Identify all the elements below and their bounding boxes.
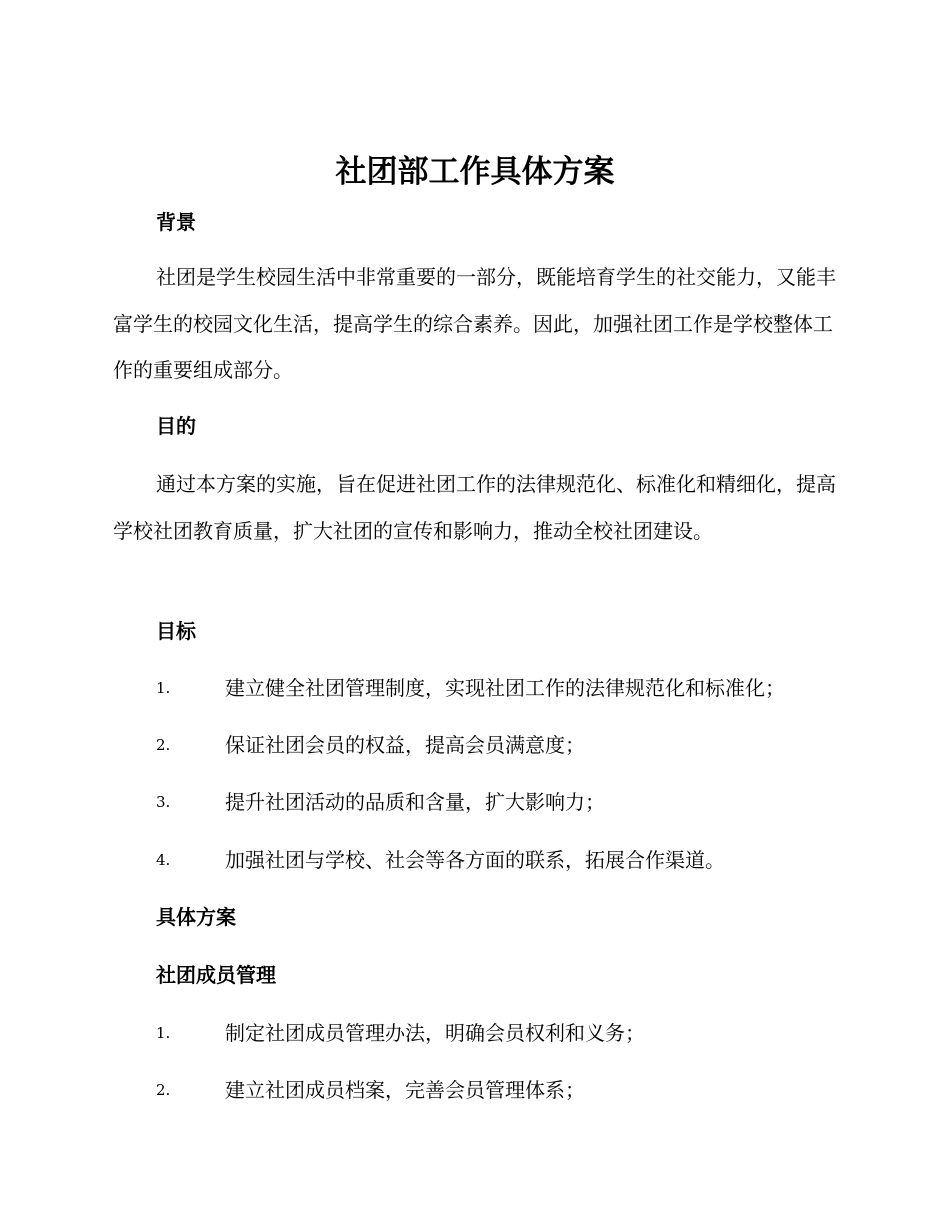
- list-item-number: 3.: [156, 793, 171, 811]
- section-heading-plan: 具体方案: [156, 905, 236, 929]
- list-item-number: 1.: [156, 679, 171, 697]
- list-item: [156, 673, 856, 703]
- section-heading-goals: 目标: [156, 619, 196, 643]
- paragraph-background: 社团是学生校园生活中非常重要的一部分，既能培育学生的社交能力，又能丰富学生的校园文化生活，提高学生的综合素养。因此，加强社团工作是学校整体工作的重要组成部分。: [113, 265, 836, 382]
- list-item-text: 提升社团活动的品质和含量，扩大影响力；: [225, 790, 605, 814]
- list-item: [156, 730, 856, 760]
- list-item: [156, 1075, 856, 1105]
- list-item-text: 制定社团成员管理办法，明确会员权利和义务；: [225, 1021, 645, 1045]
- list-item-text: 建立社团成员档案，完善会员管理体系；: [225, 1078, 585, 1102]
- section-heading-background: 背景: [156, 210, 196, 234]
- section-heading-purpose: 目的: [156, 414, 196, 438]
- list-item-number: 1.: [156, 1024, 171, 1042]
- list-item-number: 2.: [156, 1081, 171, 1099]
- list-item-text: 保证社团会员的权益，提高会员满意度；: [225, 733, 585, 757]
- list-item: [156, 845, 856, 875]
- list-item: [156, 1018, 856, 1048]
- list-item: [156, 787, 856, 817]
- document-title: 社团部工作具体方案: [335, 154, 615, 190]
- list-item-number: 4.: [156, 851, 171, 869]
- paragraph-purpose: 通过本方案的实施，旨在促进社团工作的法律规范化、标准化和精细化，提高学校社团教育质量，扩大社团的宣传和影响力，推动全校社团建设。: [113, 472, 836, 543]
- list-item-text: 建立健全社团管理制度，实现社团工作的法律规范化和标准化；: [225, 676, 785, 700]
- list-item-number: 2.: [156, 736, 171, 754]
- list-item-text: 加强社团与学校、社会等各方面的联系，拓展合作渠道。: [225, 848, 725, 872]
- section-heading-members: 社团成员管理: [156, 963, 276, 987]
